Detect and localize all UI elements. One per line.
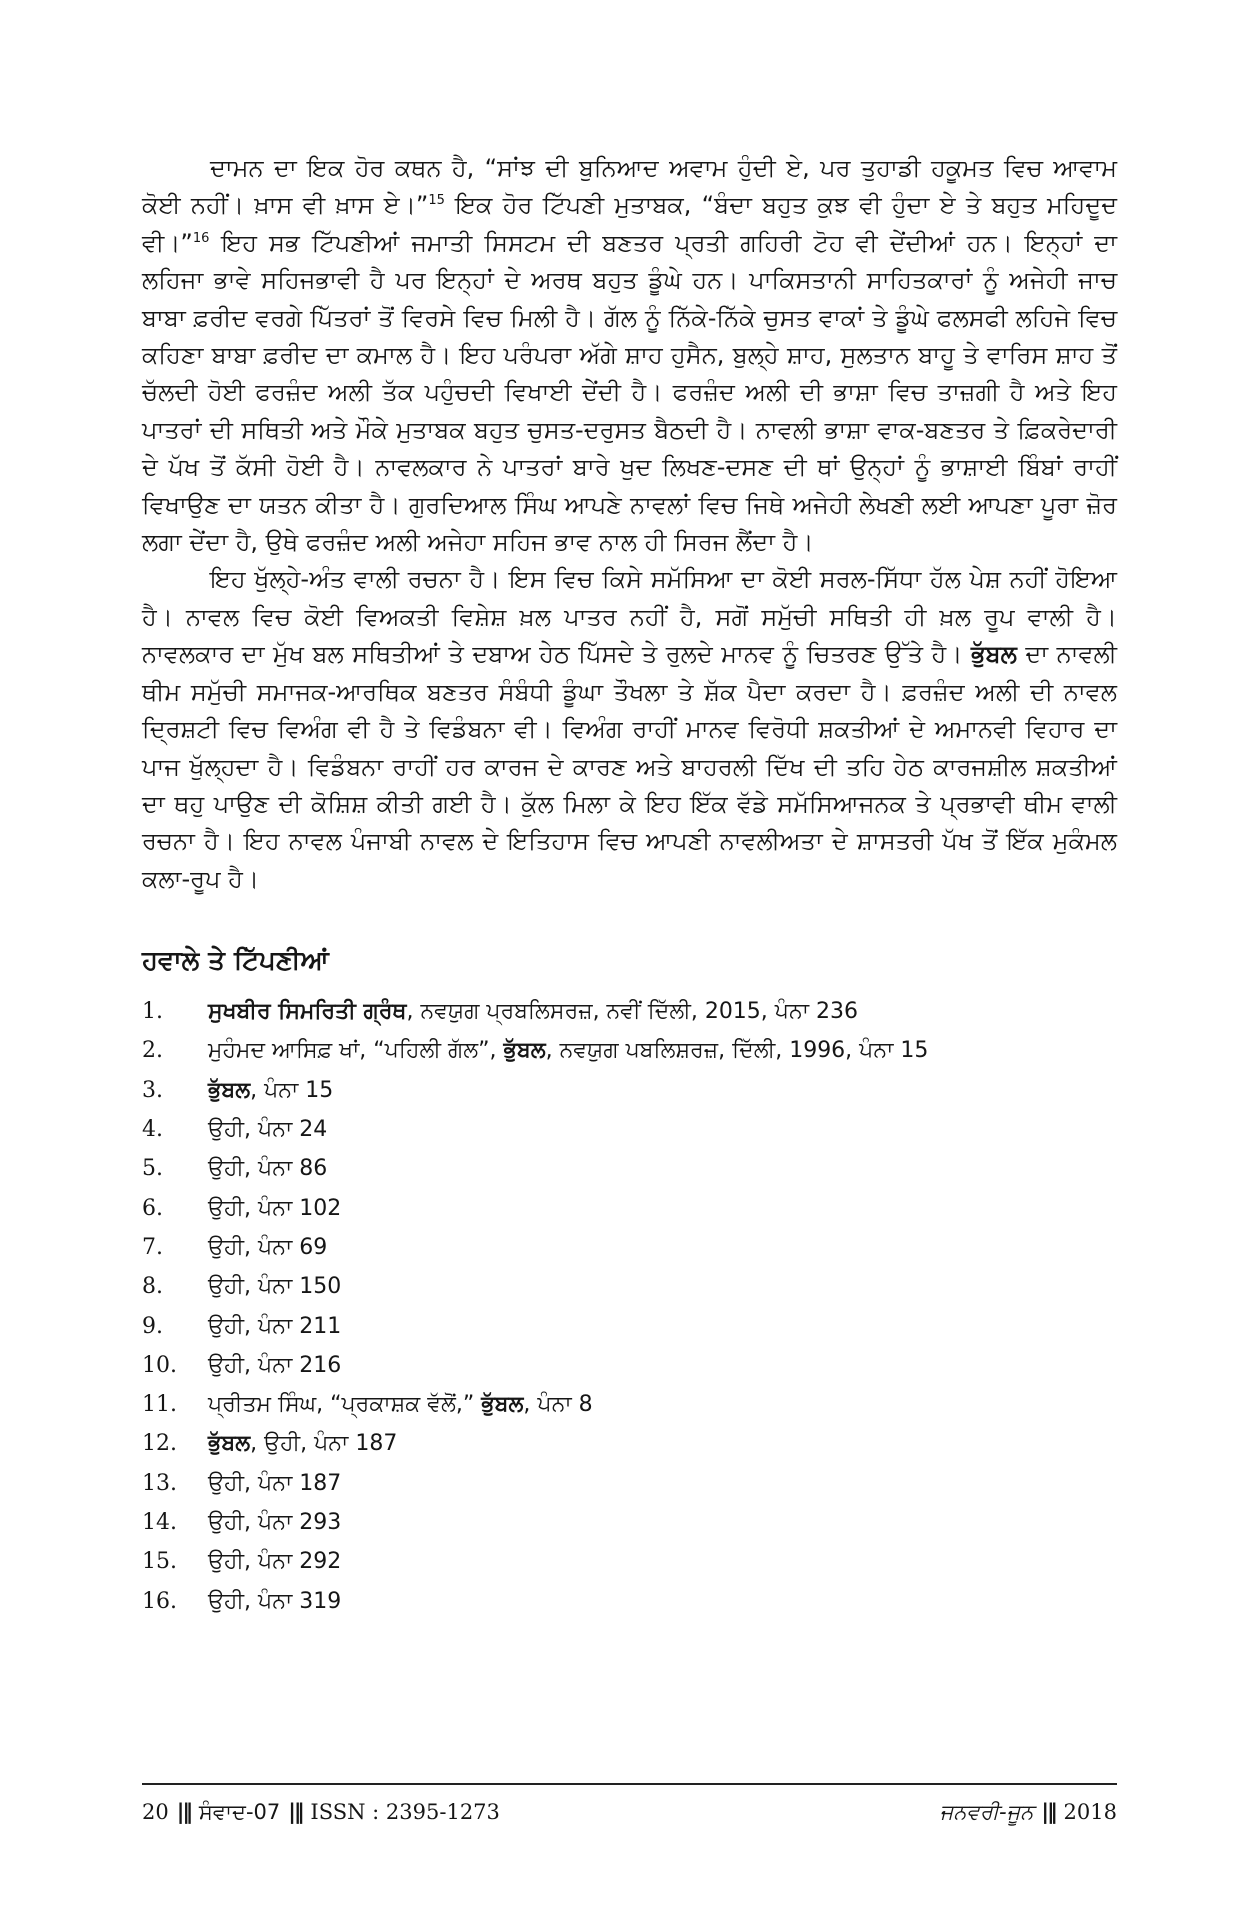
references-heading: ਹਵਾਲੇ ਤੇ ਟਿੱਪਣੀਆਂ: [142, 946, 329, 977]
reference-text: [208, 1071, 333, 1110]
reference-number: 1.: [142, 999, 163, 1025]
reference-text: [208, 1424, 397, 1463]
body-paragraph-2: [142, 561, 1117, 898]
reference-text: [208, 1149, 327, 1188]
reference-number: 11.: [142, 1392, 177, 1418]
reference-number: 10.: [142, 1352, 177, 1378]
footnote-marker-16: 16: [192, 230, 210, 246]
reference-book-title: ਭੁੱਬਲ: [208, 1077, 251, 1103]
book-title: ਭੁੱਬਲ: [970, 640, 1017, 669]
reference-text: [208, 1503, 341, 1542]
reference-text-part: ਉਹੀ, ਪੰਨਾ 86: [208, 1156, 328, 1182]
footer-separator: |‖: [176, 1800, 191, 1824]
reference-item: [142, 1582, 1117, 1621]
reference-item: [142, 1464, 1117, 1503]
reference-text-part: , ਨਵਯੁਗ ਪ੍ਰਬਲਿਸਰਜ਼, ਨਵੀਂ ਦਿੱਲੀ, 2015, ਪੰਨਾ 236: [406, 999, 859, 1025]
issn: ISSN : 2395-1273: [310, 1800, 500, 1824]
reference-item: [142, 1228, 1117, 1267]
reference-item: [142, 1267, 1117, 1306]
reference-number: 5.: [142, 1156, 163, 1182]
reference-text-part: , ਪੰਨਾ 8: [523, 1392, 593, 1418]
reference-number: 15.: [142, 1549, 177, 1575]
reference-number: 4.: [142, 1117, 163, 1143]
page-number: 20: [142, 1800, 169, 1824]
reference-item: [142, 1346, 1117, 1385]
reference-text-part: ਉਹੀ, ਪੰਨਾ 69: [208, 1234, 328, 1260]
footer-rule: [142, 1783, 1117, 1785]
reference-number: 9.: [142, 1313, 163, 1339]
reference-item: [142, 1110, 1117, 1149]
reference-text-part: ਉਹੀ, ਪੰਨਾ 216: [208, 1352, 342, 1378]
reference-text-part: ਉਹੀ, ਪੰਨਾ 293: [208, 1509, 342, 1535]
reference-text: [208, 1228, 327, 1267]
issue-period: ਜਨਵਰੀ-ਜੂਨ: [939, 1800, 1034, 1824]
reference-text-part: ਉਹੀ, ਪੰਨਾ 150: [208, 1274, 342, 1300]
paragraph-text: ਦਾ ਨਾਵਲੀ ਥੀਮ ਸਮੁੱਚੀ ਸਮਾਜਕ-ਆਰਥਿਕ ਬਣਤਰ ਸੰਬੰਧੀ ਡੂੰਘਾ ਤੌਖਲਾ ਤੇ ਸ਼ੱਕ ਪੈਦਾ ਕਰਦਾ ਹੈ। ਫ਼ਰਜ਼ੰਦ ਅਲੀ ਦੀ ਨਾਵਲ ਦ੍ਰਿਸ਼ਟੀ ਵਿਚ ਵਿਅੰਗ ਵੀ ਹੈ ਤੇ ਵਿਡੰਬਨਾ ਵੀ। ਵਿਅੰਗ ਰਾਹੀਂ ਮਾਨਵ ਵਿਰੋਧੀ ਸ਼ਕਤੀਆਂ ਦੇ ਅਮਾਨਵੀ ਵਿਹਾਰ ਦਾ ਪਾਜ ਖੁੱਲ੍ਹਦਾ ਹੈ। ਵਿਡੰਬਨਾ ਰਾਹੀਂ ਹਰ ਕਾਰਜ ਦੇ ਕਾਰਣ ਅਤੇ ਬਾਹਰਲੀ ਦਿੱਖ ਦੀ ਤਹਿ ਹੇਠ ਕਾਰਜਸ਼ੀਲ ਸ਼ਕਤੀਆਂ ਦਾ ਥਹੁ ਪਾਉਣ ਦੀ ਕੋਸ਼ਿਸ਼ ਕੀਤੀ ਗਈ ਹੈ। ਕੁੱਲ ਮਿਲਾ ਕੇ ਇਹ ਇੱਕ ਵੱਡੇ ਸਮੱਸਿਆਜਨਕ ਤੇ ਪ੍ਰਭਾਵੀ ਥੀਮ ਵਾਲੀ ਰਚਨਾ ਹੈ। ਇਹ ਨਾਵਲ ਪੰਜਾਬੀ ਨਾਵਲ ਦੇ ਇਤਿਹਾਸ ਵਿਚ ਆਪਣੀ ਨਾਵਲੀਅਤਾ ਦੇ ਸ਼ਾਸਤਰੀ ਪੱਖ ਤੋਂ ਇੱਕ ਮੁਕੰਮਲ ਕਲਾ-ਰੂਪ ਹੈ।: [142, 640, 1117, 893]
reference-text: [208, 1346, 341, 1385]
reference-text-part: ਮੁਹੰਮਦ ਆਸਿਫ਼ ਖਾਂ, “ਪਹਿਲੀ ਗੱਲ”,: [208, 1038, 504, 1064]
reference-number: 8.: [142, 1274, 163, 1300]
page-footer: [142, 1797, 1117, 1827]
reference-text-part: ਉਹੀ, ਪੰਨਾ 187: [208, 1470, 342, 1496]
reference-item: [142, 1031, 1117, 1070]
reference-item: [142, 1189, 1117, 1228]
reference-number: 12.: [142, 1431, 177, 1457]
reference-text: [208, 1267, 341, 1306]
paragraph-text: ਦਾਮਨ ਦਾ ਇਕ ਹੋਰ ਕਥਨ ਹੈ, “ਸਾਂਝ ਦੀ ਬੁਨਿਆਦ ਅਵਾਮ ਹੁੰਦੀ ਏ, ਪਰ ਤੁਹਾਡੀ ਹਕੂਮਤ ਵਿਚ ਆਵਾਮ ਕੋਈ ਨਹੀਂ। ਖ਼ਾਸ ਵੀ ਖ਼ਾਸ ਏ।”: [142, 154, 1117, 220]
reference-text-part: ਉਹੀ, ਪੰਨਾ 292: [208, 1549, 342, 1575]
reference-book-title: ਭੁੱਬਲ: [503, 1038, 546, 1064]
footer-separator: |‖: [288, 1800, 303, 1824]
reference-item: [142, 1424, 1117, 1463]
reference-number: 2.: [142, 1038, 163, 1064]
references-list: [142, 992, 1117, 1621]
reference-item: [142, 1385, 1117, 1424]
reference-text: [208, 1542, 341, 1581]
reference-text: [208, 1464, 341, 1503]
reference-number: 13.: [142, 1470, 177, 1496]
journal-name: ਸੰਵਾਦ-07: [198, 1800, 281, 1824]
reference-item: [142, 1149, 1117, 1188]
reference-text-part: ਉਹੀ, ਪੰਨਾ 211: [208, 1313, 342, 1339]
reference-text-part: , ਪੰਨਾ 15: [250, 1077, 334, 1103]
reference-book-title: ਭੁੱਬਲ: [208, 1431, 251, 1457]
reference-number: 14.: [142, 1509, 177, 1535]
body-paragraph-1: [142, 150, 1117, 561]
reference-text: [208, 1189, 341, 1228]
reference-book-title: ਭੁੱਬਲ: [481, 1392, 524, 1418]
reference-text-part: ਉਹੀ, ਪੰਨਾ 102: [208, 1195, 342, 1221]
paragraph-text: ਇਹ ਸਭ ਟਿੱਪਣੀਆਂ ਜਮਾਤੀ ਸਿਸਟਮ ਦੀ ਬਣਤਰ ਪ੍ਰਤੀ ਗਹਿਰੀ ਟੋਹ ਵੀ ਦੇਂਦੀਆਂ ਹਨ। ਇਨ੍ਹਾਂ ਦਾ ਲਹਿਜਾ ਭਾਵੇ ਸਹਿਜਭਾਵੀ ਹੈ ਪਰ ਇਨ੍ਹਾਂ ਦੇ ਅਰਥ ਬਹੁਤ ਡੂੰਘੇ ਹਨ। ਪਾਕਿਸਤਾਨੀ ਸਾਹਿਤਕਾਰਾਂ ਨੂੰ ਅਜੇਹੀ ਜਾਚ ਬਾਬਾ ਫ਼ਰੀਦ ਵਰਗੇ ਪਿੱਤਰਾਂ ਤੋਂ ਵਿਰਸੇ ਵਿਚ ਮਿਲੀ ਹੈ। ਗੱਲ ਨੂੰ ਨਿੱਕੇ-ਨਿੱਕੇ ਚੁਸਤ ਵਾਕਾਂ ਤੇ ਡੂੰਘੇ ਫਲਸਫੀ ਲਹਿਜੇ ਵਿਚ ਕਹਿਣਾ ਬਾਬਾ ਫ਼ਰੀਦ ਦਾ ਕਮਾਲ ਹੈ। ਇਹ ਪਰੰਪਰਾ ਅੱਗੇ ਸ਼ਾਹ ਹੁਸੈਨ, ਬੁਲ੍ਹੇ ਸ਼ਾਹ, ਸੁਲਤਾਨ ਬਾਹੂ ਤੇ ਵਾਰਿਸ ਸ਼ਾਹ ਤੋਂ ਚੱਲਦੀ ਹੋਈ ਫਰਜ਼ੰਦ ਅਲੀ ਤੱਕ ਪਹੁੰਚਦੀ ਵਿਖਾਈ ਦੇਂਦੀ ਹੈ। ਫਰਜ਼ੰਦ ਅਲੀ ਦੀ ਭਾਸ਼ਾ ਵਿਚ ਤਾਜ਼ਗੀ ਹੈ ਅਤੇ ਇਹ ਪਾਤਰਾਂ ਦੀ ਸਥਿਤੀ ਅਤੇ ਮੌਕੇ ਮੁਤਾਬਕ ਬਹੁਤ ਚੁਸਤ-ਦਰੁਸਤ ਬੈਠਦੀ ਹੈ। ਨਾਵਲੀ ਭਾਸ਼ਾ ਵਾਕ-ਬਣਤਰ ਤੇ ਫ਼ਿਕਰੇਦਾਰੀ ਦੇ ਪੱਖ ਤੋਂ ਕੱਸੀ ਹੋਈ ਹੈ। ਨਾਵਲਕਾਰ ਨੇ ਪਾਤਰਾਂ ਬਾਰੇ ਖੁਦ ਲਿਖਣ-ਦਸਣ ਦੀ ਥਾਂ ਉਨ੍ਹਾਂ ਨੂੰ ਭਾਸ਼ਾਈ ਬਿੰਬਾਂ ਰਾਹੀਂ ਵਿਖਾਉਣ ਦਾ ਯਤਨ ਕੀਤਾ ਹੈ। ਗੁਰਦਿਆਲ ਸਿੰਘ ਆਪਣੇ ਨਾਵਲਾਂ ਵਿਚ ਜਿਥੇ ਅਜੇਹੀ ਲੇਖਣੀ ਲਈ ਆਪਣਾ ਪੂਰਾ ਜ਼ੋਰ ਲਗਾ ਦੇਂਦਾ ਹੈ, ਉਥੇ ਫਰਜ਼ੰਦ ਅਲੀ ਅਜੇਹਾ ਸਹਿਜ ਭਾਵ ਨਾਲ ਹੀ ਸਿਰਜ ਲੈਂਦਾ ਹੈ।: [142, 228, 1117, 557]
reference-item: [142, 1307, 1117, 1346]
footer-separator: |‖: [1041, 1800, 1056, 1824]
footnote-marker-15: 15: [428, 193, 445, 209]
issue-year: 2018: [1063, 1800, 1117, 1824]
reference-text: [208, 1110, 327, 1149]
reference-number: 7.: [142, 1234, 163, 1260]
reference-item: [142, 1542, 1117, 1581]
reference-number: 6.: [142, 1195, 163, 1221]
reference-item: [142, 1071, 1117, 1110]
reference-text-part: , ਉਹੀ, ਪੰਨਾ 187: [250, 1431, 398, 1457]
reference-item: [142, 992, 1117, 1031]
page-content: [142, 150, 1117, 1621]
paragraph-text: ਇਕ ਹੋਰ ਟਿੱਪਣੀ ਮੁਤਾਬਕ, “ਬੰਦਾ ਬਹੁਤ ਕੁਝ ਵੀ ਹੁੰਦਾ ਏ ਤੇ ਬਹੁਤ ਮਹਿਦੂਦ ਵੀ।”: [142, 191, 1117, 257]
reference-item: [142, 1503, 1117, 1542]
reference-text-part: ਪ੍ਰੀਤਮ ਸਿੰਘ, “ਪ੍ਰਕਾਸ਼ਕ ਵੱਲੋਂ,”: [208, 1392, 482, 1418]
reference-text: [208, 1582, 341, 1621]
reference-number: 3.: [142, 1077, 163, 1103]
reference-text: [208, 992, 858, 1031]
reference-text: [208, 1307, 341, 1346]
reference-text: [208, 1385, 593, 1424]
reference-text-part: ਉਹੀ, ਪੰਨਾ 24: [208, 1117, 328, 1143]
paragraph-text: ਇਹ ਖੁੱਲ੍ਹੇ-ਅੰਤ ਵਾਲੀ ਰਚਨਾ ਹੈ। ਇਸ ਵਿਚ ਕਿਸੇ ਸਮੱਸਿਆ ਦਾ ਕੋਈ ਸਰਲ-ਸਿੱਧਾ ਹੱਲ ਪੇਸ਼ ਨਹੀਂ ਹੋਇਆ ਹੈ। ਨਾਵਲ ਵਿਚ ਕੋਈ ਵਿਅਕਤੀ ਵਿਸ਼ੇਸ਼ ਖ਼ਲ ਪਾਤਰ ਨਹੀਂ ਹੈ, ਸਗੋਂ ਸਮੁੱਚੀ ਸਥਿਤੀ ਹੀ ਖ਼ਲ ਰੂਪ ਵਾਲੀ ਹੈ। ਨਾਵਲਕਾਰ ਦਾ ਮੁੱਖ ਬਲ ਸਥਿਤੀਆਂ ਤੇ ਦਬਾਅ ਹੇਠ ਪਿੱਸਦੇ ਤੇ ਰੁਲਦੇ ਮਾਨਵ ਨੂੰ ਚਿਤਰਣ ਉੱਤੇ ਹੈ।: [142, 565, 1117, 669]
reference-text-part: , ਨਵਯੁਗ ਪਬਲਿਸ਼ਰਜ਼, ਦਿੱਲੀ, 1996, ਪੰਨਾ 15: [545, 1038, 929, 1064]
reference-number: 16.: [142, 1588, 177, 1614]
reference-text: [208, 1031, 928, 1070]
reference-text-part: ਉਹੀ, ਪੰਨਾ 319: [208, 1588, 342, 1614]
reference-book-title: ਸੁਖਬੀਰ ਸਿਮਰਿਤੀ ਗ੍ਰੰਥ: [208, 999, 407, 1025]
